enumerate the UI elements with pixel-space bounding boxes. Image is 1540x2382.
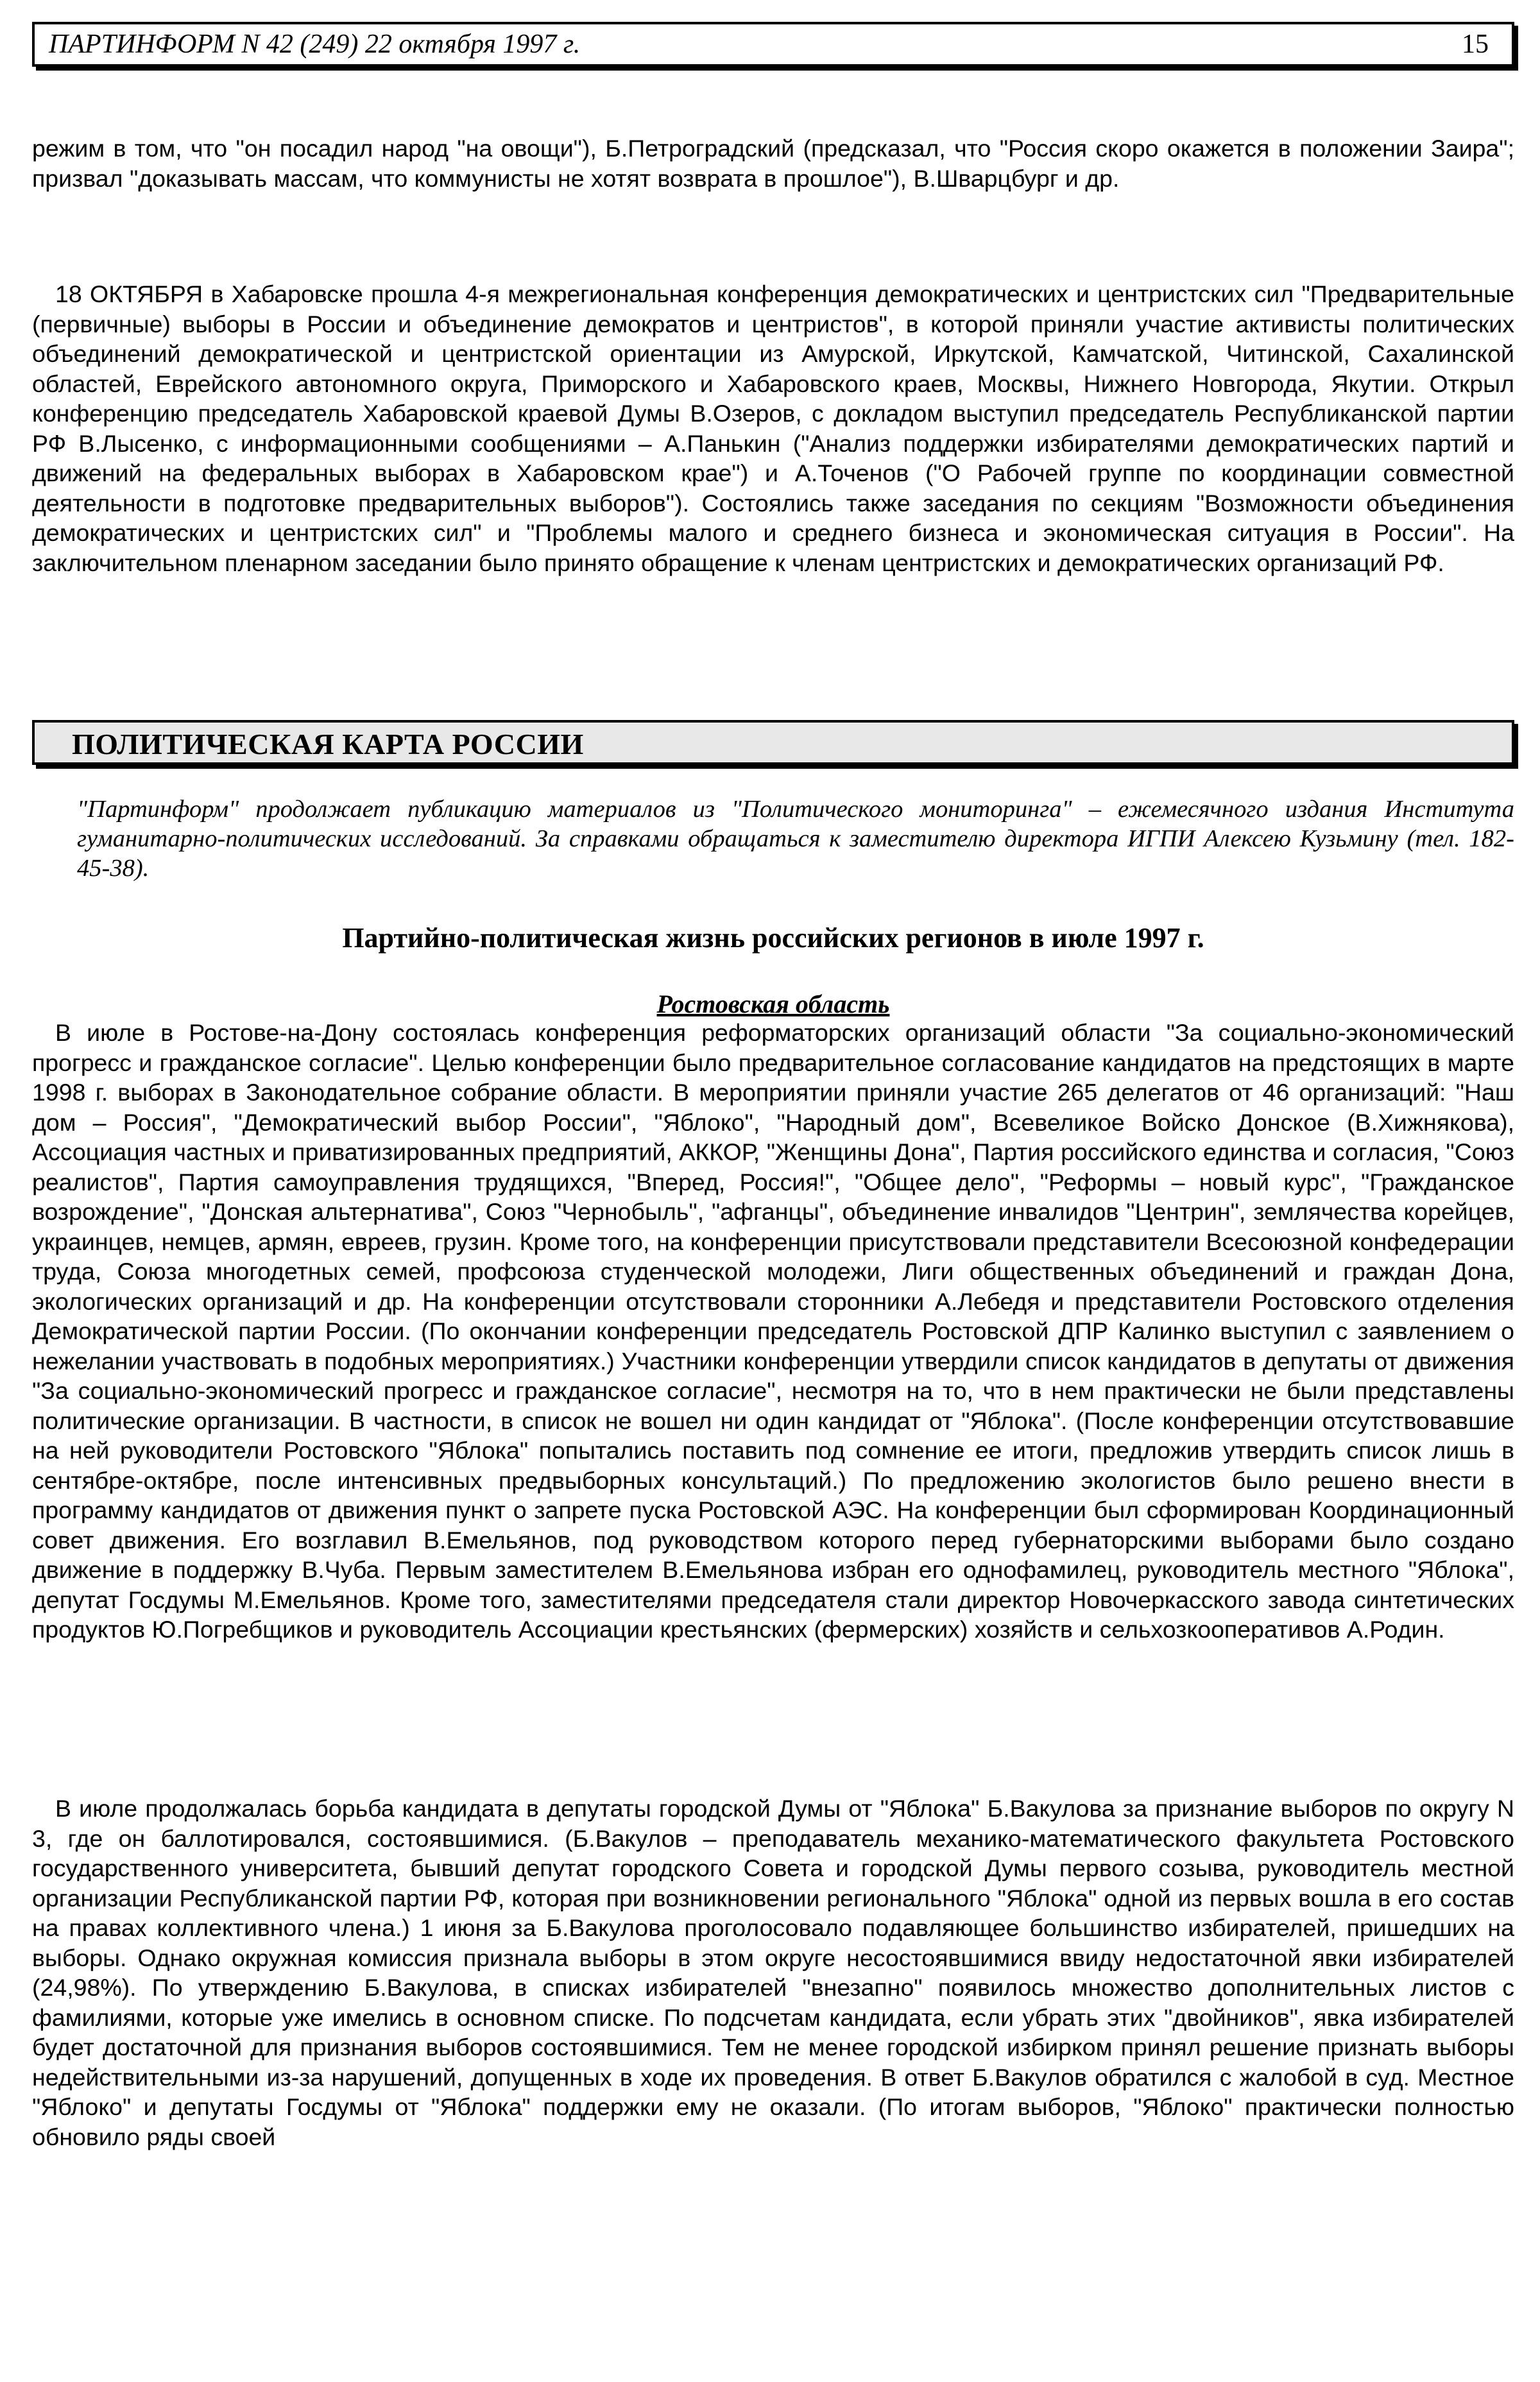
section-intro: "Партинформ" продолжает публикацию материалов из "Политического мониторинга" – ежемесячного издания Института гуманитарно-политических исследований. За справками обращаться к заместителю директора ИГПИ Алексею Кузьмину (тел. 182-45-38). [77,796,1514,882]
publication-title: ПАРТИНФОРМ N 42 (249) 22 октября 1997 г. [49,30,581,59]
paragraph-khabarovsk-conference: 18 ОКТЯБРЯ в Хабаровске прошла 4-я межрегиональная конференция демократических и центристских сил "Предварительные (первичные) выборы в России и объединение демократов и центристов", в которой приняли участие активисты политических объединений демократической и центристской ориентации из Амурской, Иркутской, Камчатской, Читинской, Сахалинской областей, Еврейского автономного округа, Приморского и Хабаровского краев, Москвы, Нижнего Новгорода, Якутии. Открыл конференцию председатель Хабаровской краевой Думы В.Озеров, с докладом выступил председатель Республиканской партии РФ В.Лысенко, с информационными сообщениями – А.Панькин ("Анализ поддержки избирателями демократических партий и движений на федеральных выборах в Хабаровском крае") и А.Точенов ("О Рабочей группе по координации совместной деятельности в подготовке предварительных выборов"). Состоялись также заседания по секциям "Возможности объединения демократических и центристских сил" и "Проблемы малого и среднего бизнеса и экономическая ситуация в России". На заключительном пленарном заседании было принято обращение к членам центристских и демократических организаций РФ. [32,280,1514,576]
section-heading: ПОЛИТИЧЕСКАЯ КАРТА РОССИИ [72,728,584,760]
running-header [32,22,1514,67]
section-heading-bar [32,720,1514,765]
article-title: Партийно-политическая жизнь российских регионов в июле 1997 г. [342,922,1204,954]
paragraph-rostov-conference: В июле в Ростове-на-Дону состоялась конференция реформаторских организаций области "За социально-экономический прогресс и гражданское согласие". Целью конференции было предварительное согласование кандидатов на предстоящих в марте 1998 г. выборах в Законодательное собрание области. В мероприятии приняли участие 265 делегатов от 46 организаций: "Наш дом – Россия", "Демократический выбор России", "Яблоко", "Народный дом", Всевеликое Войско Донское (В.Хижнякова), Ассоциация частных и приватизированных предприятий, АККОР, "Женщины Дона", Партия российского единства и согласия, "Союз реалистов", Партия самоуправления трудящихся, "Вперед, Россия!", "Общее дело", "Реформы – новый курс", "Гражданское возрождение", "Донская альтернатива", Союз "Чернобыль", "афганцы", объединение инвалидов "Центрин", землячества корейцев, украинцев, немцев, армян, евреев, грузин. Кроме того, на конференции присутствовали представители Всесоюзной конфедерации труда, Союза многодетных семей, профсоюза студенческой молодежи, Лиги общественных объединений и граждан Дона, экологических организаций и др. На конференции отсутствовали сторонники А.Лебедя и представители Ростовского отделения Демократической партии России. (По окончании конференции председатель Ростовской ДПР Калинко выступил с заявлением о нежелании участвовать в подобных мероприятиях.) Участники конференции утвердили список кандидатов в депутаты от движения "За социально-экономический прогресс и гражданское согласие", несмотря на то, что в нем практически не были представлены политические организации. В частности, в список не вошел ни один кандидат от "Яблока". (После конференции отсутствовавшие на ней руководители Ростовского "Яблока" попытались поставить под сомнение ее итоги, предложив утвердить список лишь в сентябре-октябре, после интенсивных предвыборных консультаций.) По предложению экологистов было решено внести в программу кандидатов от движения пункт о запрете пуска Ростовской АЭС. На конференции был сформирован Координационный совет движения. Его возглавил В.Емельянов, под руководством которого перед губернаторскими выборами было создано движение в поддержку В.Чуба. Первым заместителем В.Емельянова избран его однофамилец, руководитель местного "Яблока", депутат Госдумы М.Емельянов. Кроме того, заместителями председателя стали директор Новочеркасского завода синтетических продуктов Ю.Погребщиков и руководитель Ассоциации крестьянских (фермерских) хозяйств и сельхозкооперативов А.Родин. [32,1019,1514,1643]
paragraph-continued: режим в том, что "он посадил народ "на овощи"), Б.Петроградский (предсказал, что "Россия скоро окажется в положении Заира"; призвал "доказывать массам, что коммунисты не хотят возврата в прошлое"), В.Шварцбург и др. [32,135,1514,192]
region-heading: Ростовская область [656,990,890,1018]
paragraph-vakulov-elections: В июле продолжалась борьба кандидата в депутаты городской Думы от "Яблока" Б.Вакулова за признание выборов по округу N 3, где он баллотировался, состоявшимися. (Б.Вакулов – преподаватель механико-математического факультета Ростовского государственного университета, бывший депутат городского Совета и городской Думы первого созыва, руководитель местной организации Республиканской партии РФ, которая при возникновении регионального "Яблока" одной из первых вошла в его состав на правах коллективного члена.) 1 июня за Б.Вакулова проголосовало подавляющее большинство избирателей, пришедших на выборы. Однако окружная комиссия признала выборы в этом округе несостоявшимися ввиду недостаточной явки избирателей (24,98%). По утверждению Б.Вакулова, в списках избирателей "внезапно" появилось множество дополнительных листов с фамилиями, которые уже имелись в основном списке. По подсчетам кандидата, если убрать этих "двойников", явка избирателей будет достаточной для признания выборов состоявшимися. Тем не менее городской избирком принял решение признать выборы недействительными из-за нарушений, допущенных в ходе их проведения. В ответ Б.Вакулов обратился с жалобой в суд. Местное "Яблоко" и депутаты Госдумы от "Яблока" поддержки ему не оказали. (По итогам выборов, "Яблоко" практически полностью обновило ряды своей [32,1795,1514,2150]
page-number: 15 [1462,30,1489,59]
